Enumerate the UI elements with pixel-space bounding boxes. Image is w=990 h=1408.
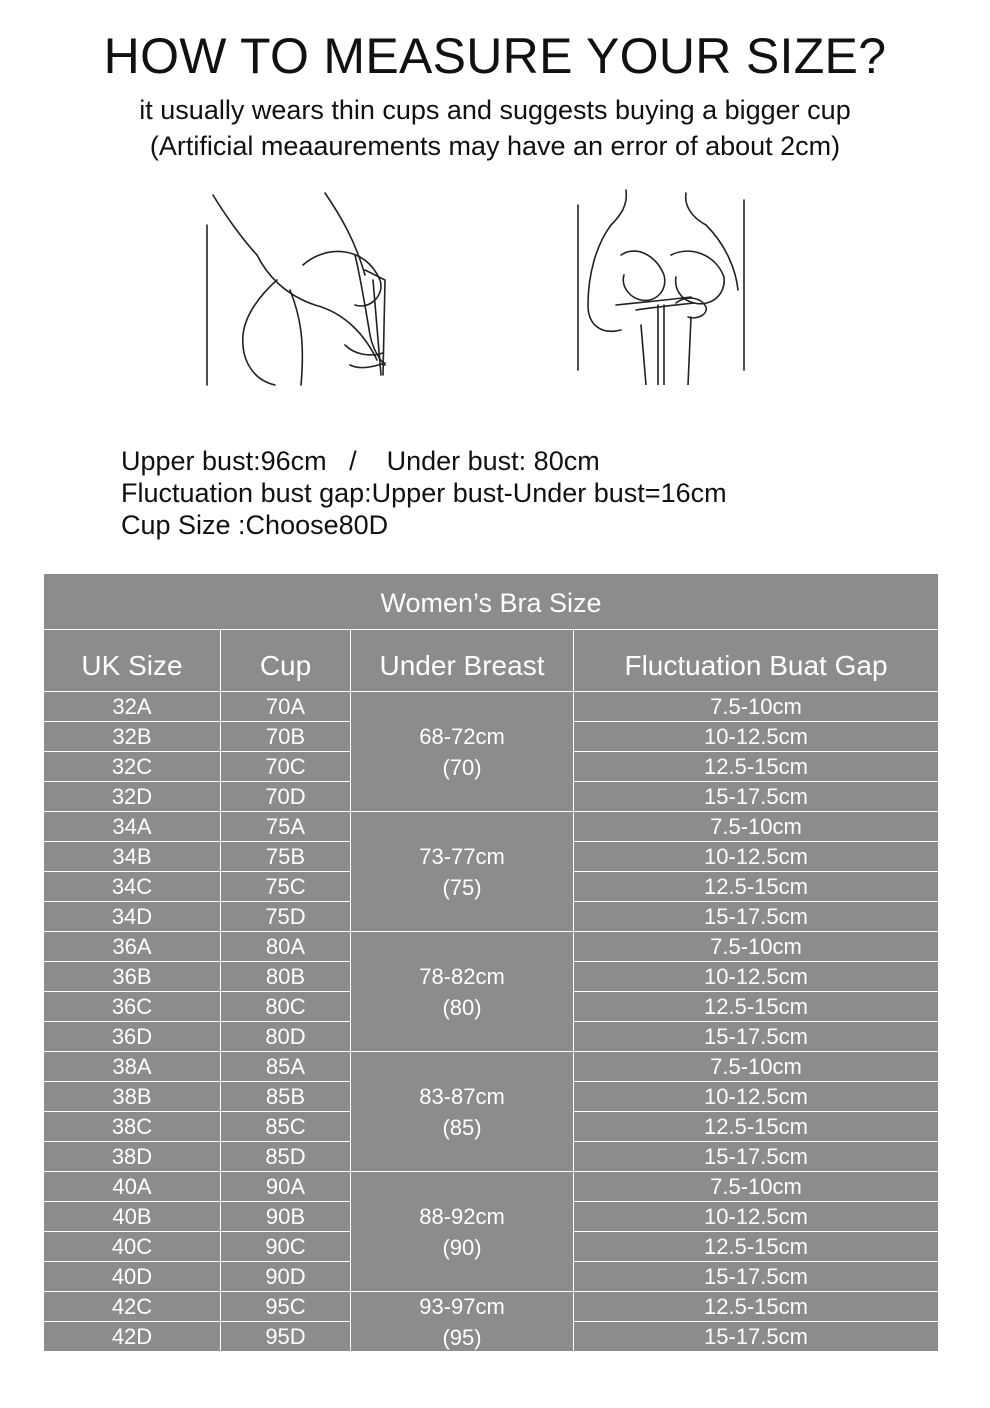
side-measure-figure-icon: [205, 185, 415, 400]
cell-under-breast-group: [351, 1172, 573, 1292]
subtitle-thin-cups: it usually wears thin cups and suggests buying a bigger cup: [139, 95, 851, 125]
under-breast-band: (80): [442, 994, 482, 1020]
cell-cup: 95D: [221, 1322, 350, 1352]
cell-uk-size: 40A: [44, 1172, 220, 1202]
cell-fluctuation-gap: 15-17.5cm: [574, 1022, 938, 1052]
cell-uk-size: 32C: [44, 752, 220, 782]
under-breast-band: (85): [442, 1114, 482, 1140]
example-line-gap: Fluctuation bust gap:Upper bust-Under bust=16cm: [121, 478, 727, 508]
cell-uk-size: 42C: [44, 1292, 220, 1322]
cell-fluctuation-gap: 7.5-10cm: [574, 1052, 938, 1082]
cell-uk-size: 36B: [44, 962, 220, 992]
cell-fluctuation-gap: 12.5-15cm: [574, 1112, 938, 1142]
cell-fluctuation-gap: 15-17.5cm: [574, 1262, 938, 1292]
cell-uk-size: 34A: [44, 812, 220, 842]
header-uk-size: UK Size: [81, 650, 183, 681]
cell-uk-size: 36A: [44, 932, 220, 962]
cell-fluctuation-gap: 7.5-10cm: [574, 1172, 938, 1202]
bra-size-table: [44, 574, 938, 1351]
cell-fluctuation-gap: 12.5-15cm: [574, 1292, 938, 1322]
cell-cup: 85B: [221, 1082, 350, 1112]
example-line-cup: Cup Size :Choose80D: [121, 510, 389, 540]
cell-under-breast-group: [351, 932, 573, 1052]
cell-cup: 70A: [221, 692, 350, 722]
header-fluctuation-gap: Fluctuation Buat Gap: [624, 650, 888, 681]
cell-cup: 90C: [221, 1232, 350, 1262]
header-cup: Cup: [259, 650, 312, 681]
under-breast-range: 88-92cm: [419, 1203, 505, 1229]
example-line-upper-under: Upper bust:96cm / Under bust: 80cm: [121, 446, 600, 476]
cell-cup: 85C: [221, 1112, 350, 1142]
cell-cup: 75B: [221, 842, 350, 872]
cell-cup: 80A: [221, 932, 350, 962]
subtitle-error-note: (Artificial meaaurements may have an error of about 2cm): [149, 131, 841, 161]
cell-fluctuation-gap: 12.5-15cm: [574, 992, 938, 1022]
cell-under-breast-group: [351, 1292, 573, 1352]
under-breast-band: (75): [442, 874, 482, 900]
cell-uk-size: 36C: [44, 992, 220, 1022]
cell-cup: 80D: [221, 1022, 350, 1052]
cell-fluctuation-gap: 15-17.5cm: [574, 782, 938, 812]
cell-fluctuation-gap: 10-12.5cm: [574, 722, 938, 752]
cell-cup: 70B: [221, 722, 350, 752]
cell-uk-size: 42D: [44, 1322, 220, 1352]
page-title: HOW TO MEASURE YOUR SIZE?: [103, 28, 887, 84]
cell-uk-size: 38C: [44, 1112, 220, 1142]
cell-uk-size: 36D: [44, 1022, 220, 1052]
cell-uk-size: 40C: [44, 1232, 220, 1262]
cell-fluctuation-gap: 12.5-15cm: [574, 1232, 938, 1262]
cell-under-breast-group: [351, 1052, 573, 1172]
table-header-row: [44, 630, 938, 692]
cell-fluctuation-gap: 15-17.5cm: [574, 902, 938, 932]
cell-uk-size: 38B: [44, 1082, 220, 1112]
cell-uk-size: 34B: [44, 842, 220, 872]
under-breast-range: 83-87cm: [419, 1083, 505, 1109]
cell-fluctuation-gap: 15-17.5cm: [574, 1322, 938, 1352]
cell-uk-size: 34C: [44, 872, 220, 902]
cell-uk-size: 34D: [44, 902, 220, 932]
cell-cup: 80B: [221, 962, 350, 992]
cell-cup: 70C: [221, 752, 350, 782]
cell-cup: 75D: [221, 902, 350, 932]
cell-uk-size: 32A: [44, 692, 220, 722]
cell-fluctuation-gap: 10-12.5cm: [574, 1082, 938, 1112]
measurement-example: [121, 445, 727, 541]
cell-cup: 75C: [221, 872, 350, 902]
cell-cup: 75A: [221, 812, 350, 842]
cell-fluctuation-gap: 10-12.5cm: [574, 1202, 938, 1232]
cell-fluctuation-gap: 12.5-15cm: [574, 752, 938, 782]
cell-cup: 90B: [221, 1202, 350, 1232]
under-breast-band: (70): [442, 754, 482, 780]
cell-under-breast-group: [351, 692, 573, 812]
cell-cup: 90D: [221, 1262, 350, 1292]
cell-fluctuation-gap: 7.5-10cm: [574, 812, 938, 842]
cell-fluctuation-gap: 10-12.5cm: [574, 842, 938, 872]
under-breast-range: 73-77cm: [419, 843, 505, 869]
under-breast-range: 68-72cm: [419, 723, 505, 749]
cell-fluctuation-gap: 10-12.5cm: [574, 962, 938, 992]
table-title: Women’s Bra Size: [44, 574, 938, 630]
cell-fluctuation-gap: 7.5-10cm: [574, 932, 938, 962]
cell-uk-size: 40B: [44, 1202, 220, 1232]
cell-cup: 70D: [221, 782, 350, 812]
cell-uk-size: 32B: [44, 722, 220, 752]
cell-cup: 85A: [221, 1052, 350, 1082]
cell-under-breast-group: [351, 812, 573, 932]
under-breast-range: 78-82cm: [419, 963, 505, 989]
cell-fluctuation-gap: 7.5-10cm: [574, 692, 938, 722]
front-measure-figure-icon: [576, 185, 746, 385]
cell-uk-size: 40D: [44, 1262, 220, 1292]
cell-fluctuation-gap: 15-17.5cm: [574, 1142, 938, 1172]
under-breast-band: (95): [442, 1325, 482, 1350]
cell-fluctuation-gap: 12.5-15cm: [574, 872, 938, 902]
under-breast-band: (90): [442, 1234, 482, 1260]
cell-cup: 95C: [221, 1292, 350, 1322]
header-under-breast: Under Breast: [379, 650, 545, 681]
cell-cup: 90A: [221, 1172, 350, 1202]
cell-uk-size: 32D: [44, 782, 220, 812]
cell-uk-size: 38D: [44, 1142, 220, 1172]
under-breast-range: 93-97cm: [419, 1294, 505, 1319]
cell-cup: 80C: [221, 992, 350, 1022]
cell-uk-size: 38A: [44, 1052, 220, 1082]
cell-cup: 85D: [221, 1142, 350, 1172]
